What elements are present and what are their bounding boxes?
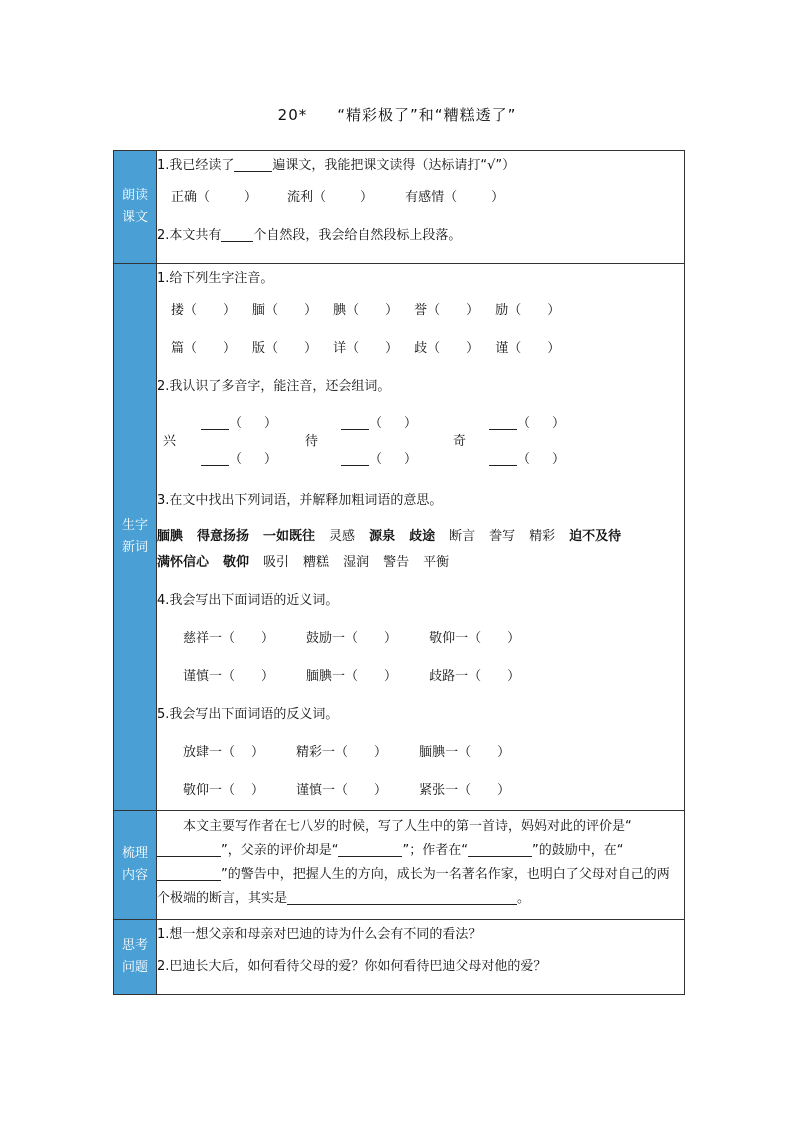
synonym-item[interactable]: 敬仰一（ ） xyxy=(429,631,521,646)
vocab-word: 警告 xyxy=(383,555,410,570)
pinyin-item[interactable]: 歧（ ） xyxy=(414,341,480,356)
summary-paragraph: 本文主要写作者在七八岁的时候，写了人生中的第一首诗，妈妈对此的评价是“”，父亲的评价却是“ ”；作者在“ ”的鼓励中，在“”的警告中，把握人生的方向，成长为一名著名作家，也明白了父母对自己的两个极端的断言，其实是 。 xyxy=(157,819,670,906)
summary-row xyxy=(114,811,685,920)
vocab-word: 平衡 xyxy=(423,555,450,570)
words-row-2 xyxy=(157,550,684,576)
vocab-word: 吸引 xyxy=(263,555,290,570)
poly-char: 奇 xyxy=(453,434,467,449)
vocab-q2: 2.我认识了多音字，能注音，还会组词。 xyxy=(157,379,391,394)
vocab-word: 腼腆 xyxy=(157,529,184,544)
vocab-content xyxy=(157,264,685,811)
antonym-item[interactable]: 放肆一（ ） xyxy=(183,745,265,760)
vocab-word: 源泉 xyxy=(369,529,396,544)
poly-slot[interactable]: （ ） xyxy=(489,448,565,467)
pinyin-item[interactable]: 搂（ ） xyxy=(171,303,237,318)
pinyin-row-1 xyxy=(157,292,684,330)
vocab-word: 灵感 xyxy=(329,529,356,544)
check-emotion[interactable]: 有感情（ ） xyxy=(405,190,505,205)
check-fluent[interactable]: 流利（ ） xyxy=(287,190,374,205)
synonym-row-2 xyxy=(157,658,684,696)
poly-slot[interactable]: （ ） xyxy=(489,412,565,431)
lesson-title: “精彩极了”和“糟糕透了” xyxy=(337,106,517,124)
reading-label: 朗读 课文 xyxy=(114,151,157,264)
synonym-item[interactable]: 慈祥一（ ） xyxy=(183,631,275,646)
reading-q2: 2.本文共有 个自然段，我会给自然段标上段落。 xyxy=(157,228,462,243)
vocab-word: 迫不及待 xyxy=(569,529,622,544)
reading-row xyxy=(114,151,685,264)
antonym-item[interactable]: 精彩一（ ） xyxy=(296,745,388,760)
encouragement-blank[interactable] xyxy=(468,842,532,857)
vocab-word: 敬仰 xyxy=(223,555,250,570)
vocab-word: 歧途 xyxy=(409,529,436,544)
vocab-word: 得意扬扬 xyxy=(197,529,250,544)
synonym-item[interactable]: 鼓励一（ ） xyxy=(306,631,398,646)
synonym-item[interactable]: 腼腆一（ ） xyxy=(306,669,398,684)
vocab-word: 誊写 xyxy=(489,529,516,544)
antonym-item[interactable]: 敬仰一（ ） xyxy=(183,783,265,798)
think-content xyxy=(157,920,685,995)
poly-char: 兴 xyxy=(163,434,177,449)
poly-slot[interactable]: （ ） xyxy=(341,412,417,431)
vocab-row xyxy=(114,264,685,811)
page-title xyxy=(0,104,794,125)
paragraph-count-blank[interactable] xyxy=(221,227,253,242)
pinyin-item[interactable]: 篇（ ） xyxy=(171,341,237,356)
reading-content xyxy=(157,151,685,264)
antonym-row-1 xyxy=(157,734,684,772)
think-q2: 2.巴迪长大后，如何看待父母的爱？你如何看待巴迪父母对他的爱？ xyxy=(157,959,547,974)
antonym-item[interactable]: 紧张一（ ） xyxy=(419,783,511,798)
pinyin-item[interactable]: 腼（ ） xyxy=(252,303,318,318)
poly-char: 待 xyxy=(305,434,319,449)
conclusion-blank[interactable] xyxy=(287,890,517,905)
pinyin-row-2 xyxy=(157,330,684,368)
think-q1: 1.想一想父亲和母亲对巴迪的诗为什么会有不同的看法？ xyxy=(157,927,482,942)
vocab-word: 一如既往 xyxy=(263,529,316,544)
worksheet-table xyxy=(113,150,685,995)
summary-label: 梳理 内容 xyxy=(114,811,157,920)
think-row xyxy=(114,920,685,995)
mother-comment-blank[interactable] xyxy=(157,842,221,857)
vocab-word: 满怀信心 xyxy=(157,555,210,570)
reading-q1: 1.我已经读了 遍课文，我能把课文读得（达标请打“√”） xyxy=(157,158,516,173)
pinyin-item[interactable]: 谨（ ） xyxy=(495,341,561,356)
vocab-q1: 1.给下列生字注音。 xyxy=(157,271,274,286)
vocab-label: 生字 新词 xyxy=(114,264,157,811)
poly-slot[interactable]: （ ） xyxy=(201,448,277,467)
reading-checks xyxy=(157,179,684,217)
words-row-1 xyxy=(157,524,684,550)
check-correct[interactable]: 正确（ ） xyxy=(171,190,258,205)
pinyin-item[interactable]: 誉（ ） xyxy=(414,303,480,318)
pinyin-item[interactable]: 版（ ） xyxy=(252,341,318,356)
poly-slot[interactable]: （ ） xyxy=(201,412,277,431)
summary-content xyxy=(157,811,685,920)
antonym-item[interactable]: 谨慎一（ ） xyxy=(296,783,388,798)
read-count-blank[interactable] xyxy=(234,157,272,172)
synonym-item[interactable]: 谨慎一（ ） xyxy=(183,669,275,684)
vocab-word: 糟糕 xyxy=(303,555,330,570)
vocab-q4: 4.我会写出下面词语的近义词。 xyxy=(157,593,339,608)
pinyin-item[interactable]: 详（ ） xyxy=(333,341,399,356)
synonym-row-1 xyxy=(157,620,684,658)
pinyin-item[interactable]: 励（ ） xyxy=(495,303,561,318)
think-label: 思考 问题 xyxy=(114,920,157,995)
vocab-q3: 3.在文中找出下列词语，并解释加粗词语的意思。 xyxy=(157,493,443,508)
lesson-number: 20* xyxy=(277,106,308,124)
vocab-word: 断言 xyxy=(449,529,476,544)
antonym-row-2 xyxy=(157,772,684,810)
vocab-word: 精彩 xyxy=(529,529,556,544)
antonym-item[interactable]: 腼腆一（ ） xyxy=(419,745,511,760)
poly-slot[interactable]: （ ） xyxy=(341,448,417,467)
warning-blank[interactable] xyxy=(157,866,221,881)
vocab-q5: 5.我会写出下面词语的反义词。 xyxy=(157,707,339,722)
father-comment-blank[interactable] xyxy=(338,842,402,857)
synonym-item[interactable]: 歧路一（ ） xyxy=(429,669,521,684)
vocab-word: 湿润 xyxy=(343,555,370,570)
pinyin-item[interactable]: 腆（ ） xyxy=(333,303,399,318)
polyphone-block xyxy=(157,412,684,468)
